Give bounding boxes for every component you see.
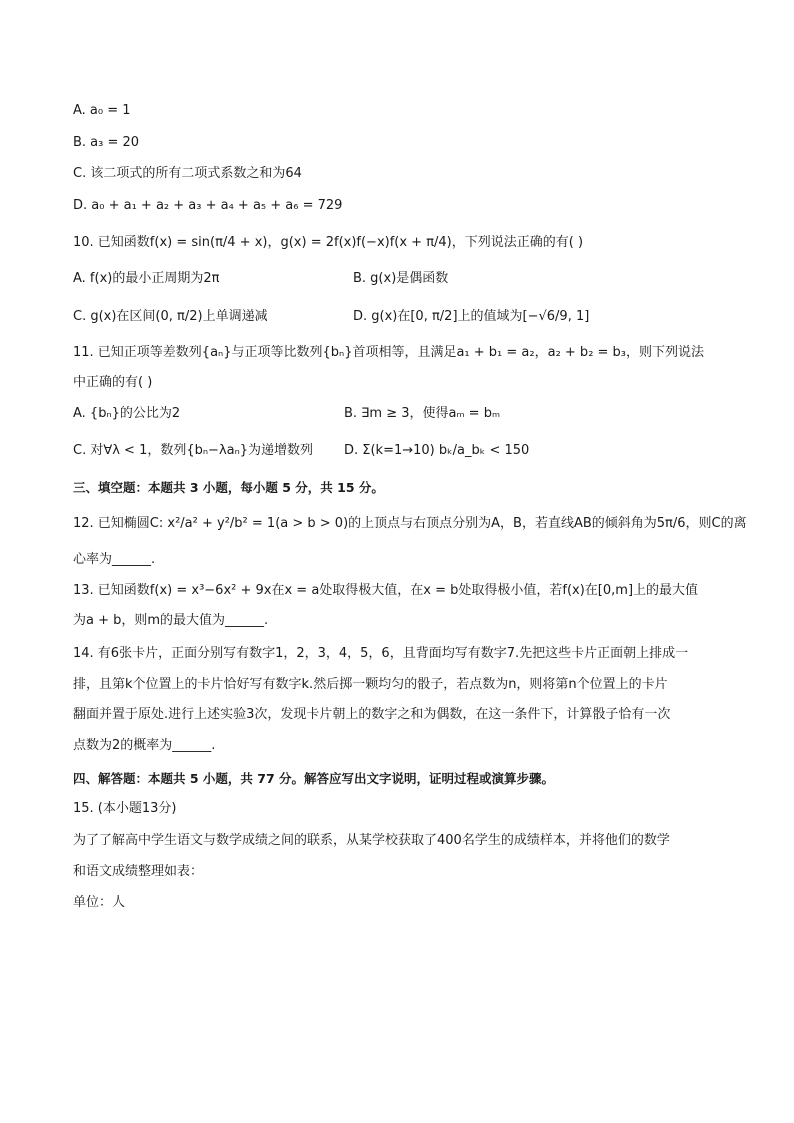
q13-line2: 为a + b，则m的最大值为______.	[73, 613, 269, 628]
q10-option-c: C. g(x)在区间(0, π/2)上单调递减	[73, 309, 268, 324]
q10-option-b: B. g(x)是偶函数	[353, 271, 449, 286]
q11-option-a: A. {bₙ}的公比为2	[73, 406, 181, 421]
q9-option-d: D. a₀ + a₁ + a₂ + a₃ + a₄ + a₅ + a₆ = 729	[73, 198, 343, 213]
q14-line3: 翻面并置于原处.进行上述实验3次，发现卡片朝上的数字之和为偶数，在这一条件下，计算骰子恰有一次	[73, 707, 671, 722]
q11-stem-line2: 中正确的有( )	[73, 375, 153, 390]
q11-option-b: B. ∃m ≥ 3，使得aₘ = bₘ	[344, 406, 501, 421]
q9-option-b: B. a₃ = 20	[73, 135, 140, 150]
q12-line2: 心率为______.	[73, 552, 156, 567]
q11-option-c: C. 对∀λ < 1，数列{bₙ−λaₙ}为递增数列	[73, 443, 314, 458]
q11-stem-line1: 11. 已知正项等差数列{aₙ}与正项等比数列{bₙ}首项相等，且满足a₁ + b₁ = a₂，a₂ + b₂ = b₃，则下列说法	[73, 345, 705, 360]
q15-unit: 单位：人	[73, 895, 126, 910]
q15-line2: 和语文成绩整理如表：	[73, 864, 204, 879]
q12-line1: 12. 已知椭圆C: x²/a² + y²/b² = 1(a > b > 0)的上顶点与右顶点分别为A，B，若直线AB的倾斜角为5π/6，则C的离	[73, 516, 747, 531]
q13-line1: 13. 已知函数f(x) = x³−6x² + 9x在x = a处取得极大值，在x = b处取得极小值，若f(x)在[0,m]上的最大值	[73, 583, 699, 598]
q14-line1: 14. 有6张卡片，正面分别写有数字1，2，3，4，5，6，且背面均写有数字7.先把这些卡片正面朝上排成一	[73, 646, 689, 661]
section-fill-in-heading: 三、填空题：本题共 3 小题，每小题 5 分，共 15 分。	[73, 480, 384, 495]
q14-line2: 排，且第k个位置上的卡片恰好写有数字k.然后掷一颗均匀的骰子，若点数为n，则将第n个位置上的卡片	[73, 677, 668, 692]
q9-option-c: C. 该二项式的所有二项式系数之和为64	[73, 166, 302, 181]
q10-option-a: A. f(x)的最小正周期为2π	[73, 271, 220, 286]
q10-option-d: D. g(x)在[0, π/2]上的值域为[−√6/9, 1]	[353, 309, 590, 324]
q11-option-d: D. Σ(k=1→10) bₖ/a_bₖ < 150	[344, 443, 530, 458]
q14-line4: 点数为2的概率为______.	[73, 738, 216, 753]
q9-option-a: A. a₀ = 1	[73, 103, 131, 118]
q15-line1: 为了了解高中学生语文与数学成绩之间的联系，从某学校获取了400名学生的成绩样本，并将他们的数学	[73, 833, 670, 848]
section-solution-heading: 四、解答题：本题共 5 小题，共 77 分。解答应写出文字说明，证明过程或演算步骤。	[73, 771, 555, 786]
q10-stem: 10. 已知函数f(x) = sin(π/4 + x)，g(x) = 2f(x)f(−x)f(x + π/4)，下列说法正确的有( )	[73, 235, 584, 250]
q15-header: 15. (本小题13分)	[73, 801, 177, 816]
